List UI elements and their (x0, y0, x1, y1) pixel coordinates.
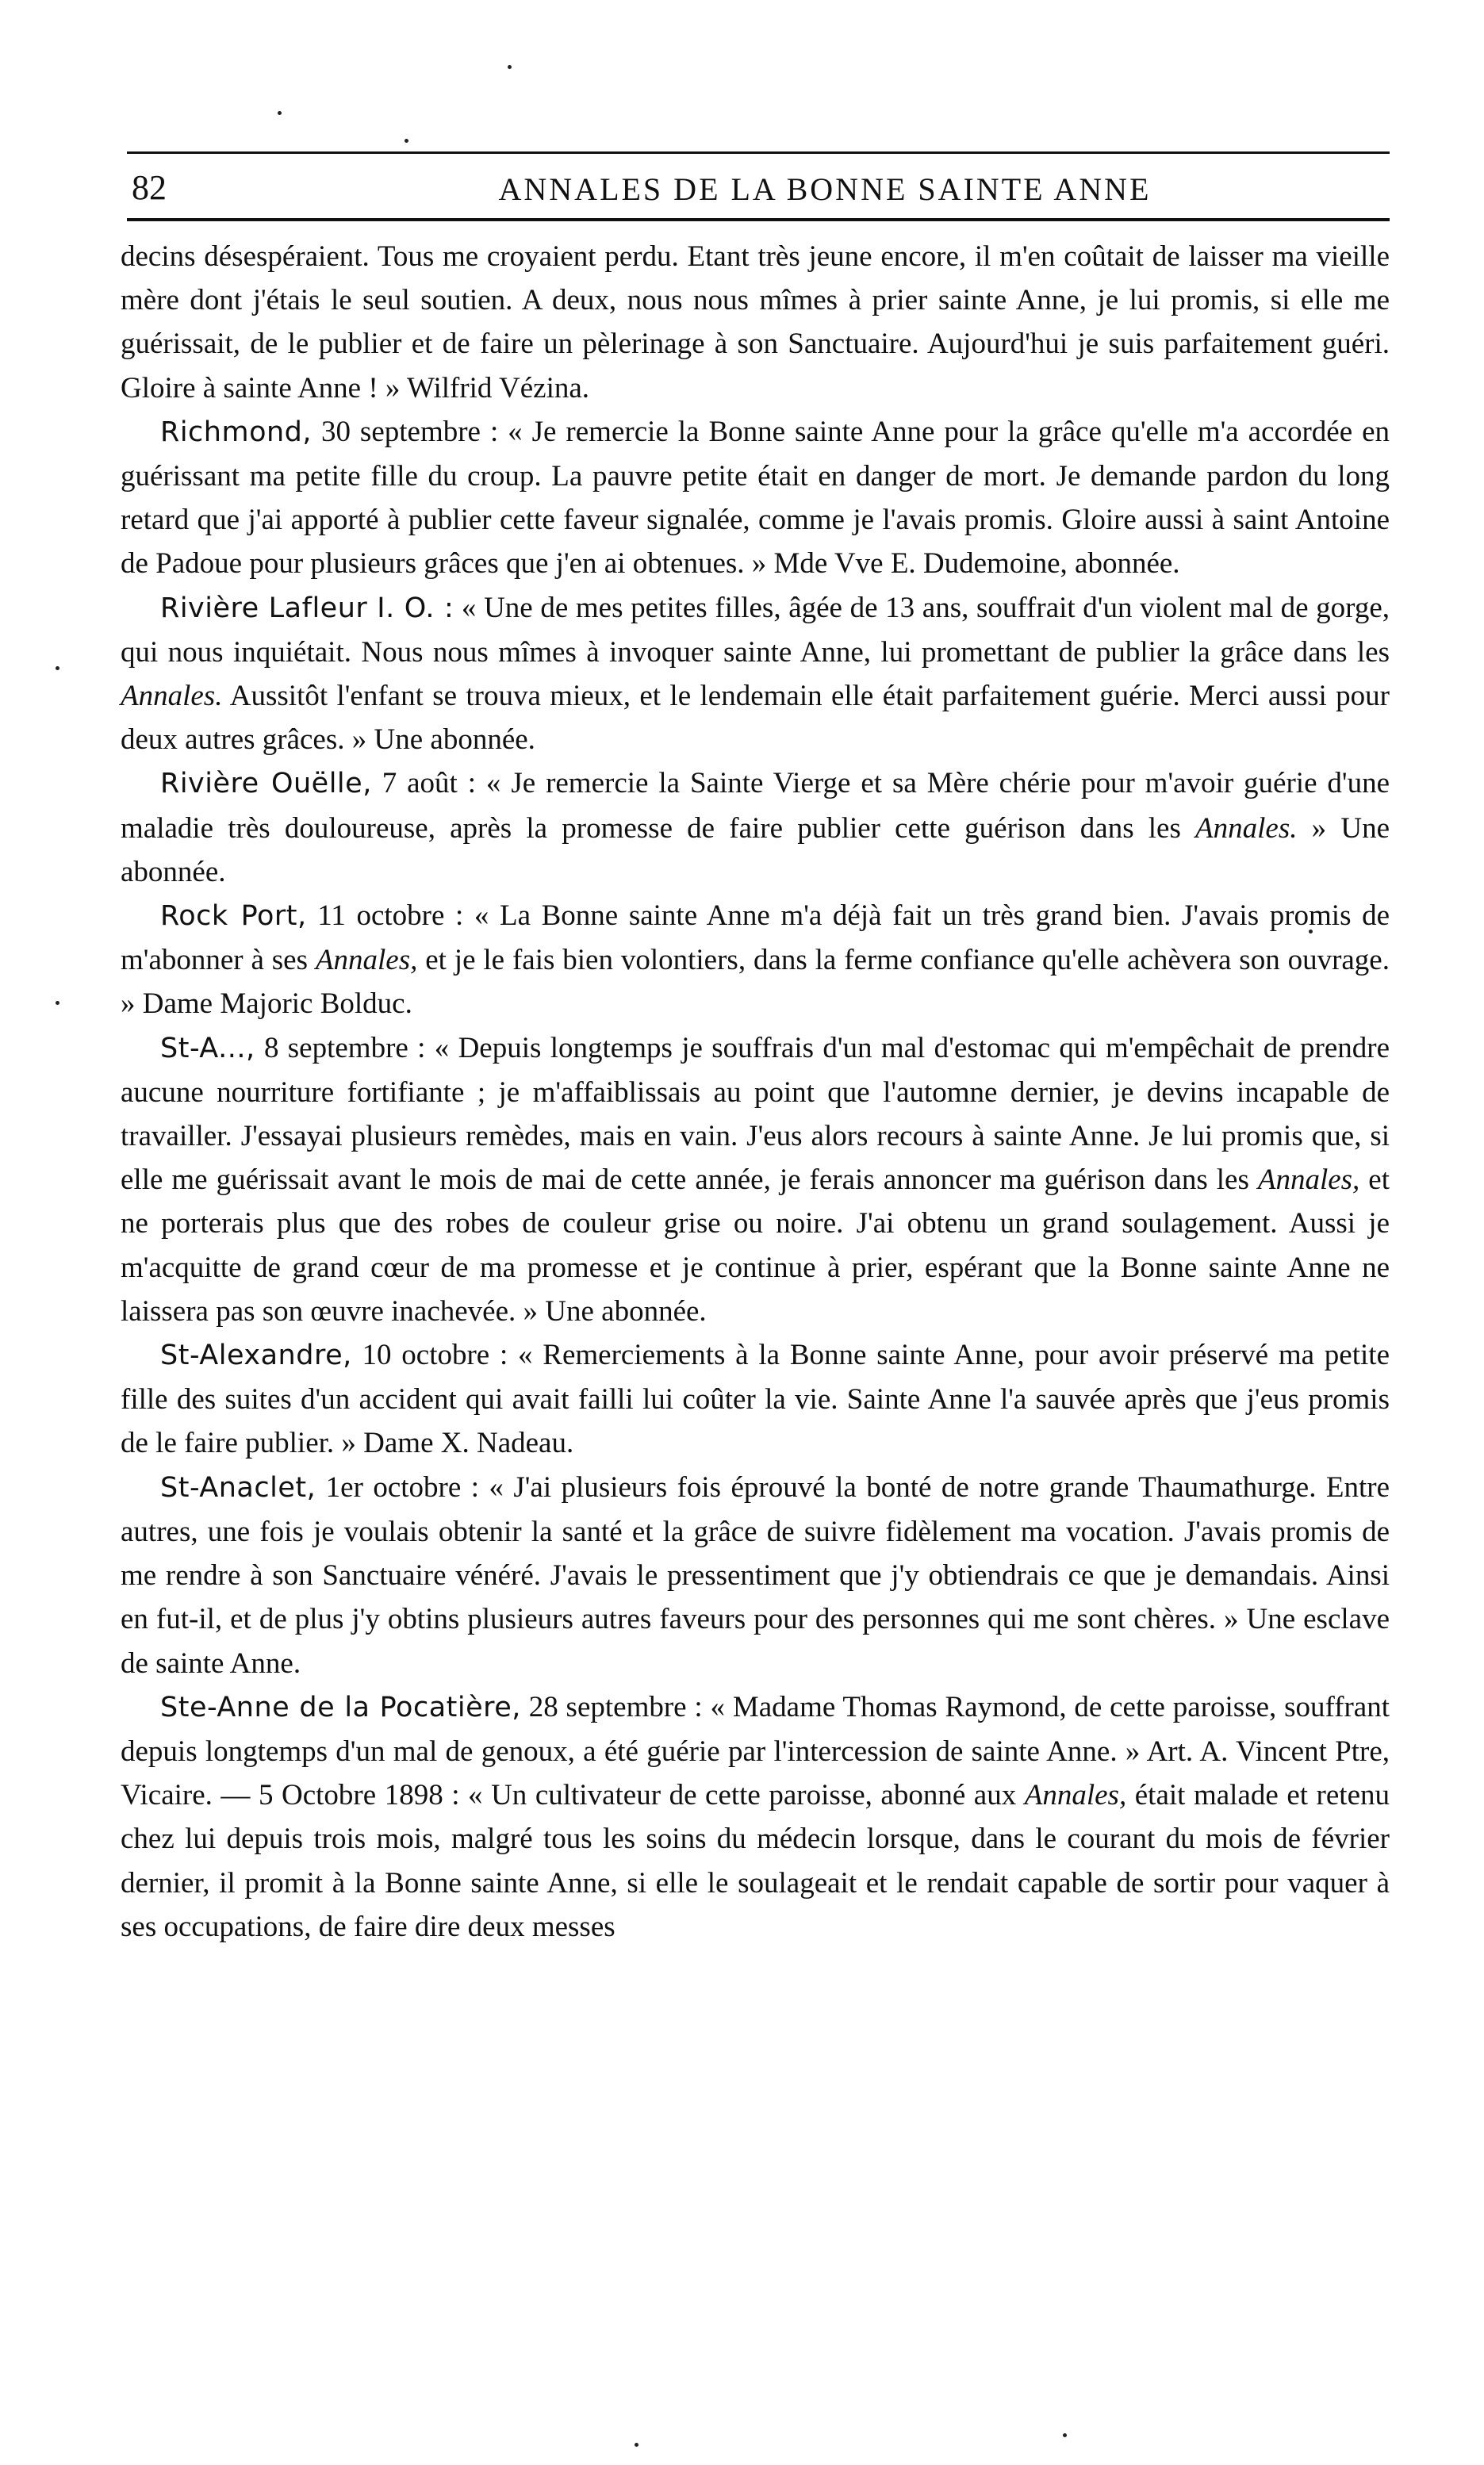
entry-italic-title: Annales. (121, 680, 223, 713)
entry-text: 8 septembre : « Depuis longtemps je souffrais d'un mal d'estomac qui m'empêchait de prendre aucune nourriture fortifiante ; je m'affaiblissais au point que l'automne dernier, je devins incapable de travailler. J'essayai plusieurs remèdes, mais en vain. J'eus alors recours à sainte Anne. Je lui promis que, si elle me guérissait avant le mois de mai de cette année, je ferais annoncer ma guérison dans les (121, 1031, 1390, 1197)
entry-text: Aussitôt l'enfant se trouva mieux, et le lendemain elle était parfaitement guérie. Merci aussi pour deux autres grâces. » Une abonnée. (121, 680, 1390, 757)
entry-st-a (121, 1026, 1390, 1333)
entry-place: St-Anaclet, (160, 1471, 316, 1504)
entry-text: 7 août : « Je remercie la Sainte Vierge et sa Mère chérie pour m'avoir guérie d'une maladie très douloureuse, après la promesse de faire publier cette guérison dans les (121, 767, 1390, 845)
scan-speck (635, 2443, 638, 2447)
continuation-paragraph: decins désespéraient. Tous me croyaient perdu. Etant très jeune encore, il m'en coûtait de laisser ma vieille mère dont j'étais le seul soutien. A deux, nous nous mîmes à prier sainte Anne, je lui promis, si elle me guérissait, de le publier et de faire un pèlerinage à son Sanctuaire. Aujourd'hui je suis parfaitement guéri. Gloire à sainte Anne ! » Wilfrid Vézina. (121, 240, 1390, 404)
scan-speck (508, 65, 512, 69)
entry-text: 28 septembre : « Madame Thomas Raymond, de cette paroisse, souffrant depuis longtemps d'un mal de genoux, a été guérie par l'intercession de sainte Anne. » Art. A. Vincent Ptre, Vicaire. — 5 Octobre 1898 : « Un cultivateur de cette paroisse, abonné aux (121, 1690, 1390, 1812)
entry-riviere-lafleur (121, 586, 1390, 762)
scan-speck (56, 666, 59, 670)
scan-speck (405, 139, 408, 143)
entry-riviere-ouelle (121, 761, 1390, 894)
entry-st-anaclet (121, 1466, 1390, 1685)
entry-text: était malade et retenu chez lui depuis trois mois, malgré tous les soins du médecin lorsque, dans le courant du mois de février dernier, il promit à la Bonne sainte Anne, si elle le soulageait et le rendait capable de sortir pour vaquer à ses occupations, de faire dire deux messes (121, 1779, 1390, 1943)
entry-text: » Une abonnée. (121, 811, 1390, 888)
entry-italic-title: Annales, (1257, 1163, 1360, 1197)
entry-text: « Une de mes petites filles, âgée de 13 ans, souffrait d'un violent mal de gorge, qui nous inquiétait. Nous nous mîmes à invoquer sainte Anne, lui promettant de publier la grâce dans les (121, 591, 1390, 669)
entry-text: 1er octobre : « J'ai plusieurs fois éprouvé la bonté de notre grande Thaumathurge. Entre autres, une fois je voulais obtenir la santé et la grâce de suivre fidèlement ma vocation. J'avais promis de me rendre à son Sanctuaire vénéré. J'avais le pressentiment que j'y obtiendrais ce que je demandais. Ainsi en fut-il, et de plus j'y obtins plusieurs autres faveurs pour des personnes qui me sont chères. » Une esclave de sainte Anne. (121, 1470, 1390, 1680)
entry-place: Rivière Lafleur I. O. : (160, 592, 454, 624)
entry-richmond (121, 410, 1390, 586)
entry-text: et ne porterais plus que des robes de couleur grise ou noire. J'ai obtenu un grand soulagement. Aussi je m'acquitte de grand cœur de ma promesse et je continue à prier, espérant que la Bonne sainte Anne ne laissera pas son œuvre inachevée. » Une abonnée. (121, 1163, 1390, 1328)
entry-text: 11 octobre : « La Bonne sainte Anne m'a déjà fait un très grand bien. J'avais promis de m'abonner à ses (121, 899, 1390, 977)
entry-text: et je le fais bien volontiers, dans la ferme confiance qu'elle achèvera son ouvrage. » Dame Majoric Bolduc. (121, 944, 1390, 1021)
scan-speck (278, 111, 282, 115)
entry-italic-title: Annales, (1024, 1779, 1127, 1812)
entry-italic-title: Annales. (1195, 811, 1298, 845)
entry-ste-anne-pocatiere (121, 1685, 1390, 1949)
scan-speck (56, 1001, 59, 1005)
entry-place: St-A..., (160, 1032, 255, 1064)
page-body (121, 235, 1390, 1949)
scan-speck (1063, 2433, 1067, 2437)
entry-place: Rock Port, (160, 900, 307, 933)
running-title: ANNALES DE LA BONNE SAINTE ANNE (498, 171, 1152, 207)
entry-place: Rivière Ouëlle, (160, 768, 372, 800)
header-rule (127, 151, 1390, 154)
page-number: 82 (132, 168, 167, 207)
entry-place: St-Alexandre, (160, 1340, 352, 1372)
entry-place: Richmond, (160, 416, 313, 448)
entry-text: 30 septembre : « Je remercie la Bonne sainte Anne pour la grâce qu'elle m'a accordée en guérissant ma petite fille du croup. La pauvre petite était en danger de mort. Je demande pardon du long retard que j'ai apporté à publier cette faveur signalée, comme je l'avais promis. Gloire aussi à saint Antoine de Padoue pour plusieurs grâces que j'en ai obtenues. » Mde Vve E. Dudemoine, abonnée. (121, 415, 1390, 581)
entry-place: Ste-Anne de la Pocatière, (160, 1691, 521, 1723)
entry-italic-title: Annales, (315, 944, 418, 977)
running-header (127, 163, 1390, 221)
entry-text: 10 octobre : « Remerciements à la Bonne sainte Anne, pour avoir préservé ma petite fille des suites d'un accident qui avait failli lui coûter la vie. Sainte Anne l'a sauvée après que j'eus promis de le faire publier. » Dame X. Nadeau. (121, 1339, 1390, 1460)
entry-rock-port (121, 894, 1390, 1026)
entry-st-alexandre (121, 1333, 1390, 1466)
